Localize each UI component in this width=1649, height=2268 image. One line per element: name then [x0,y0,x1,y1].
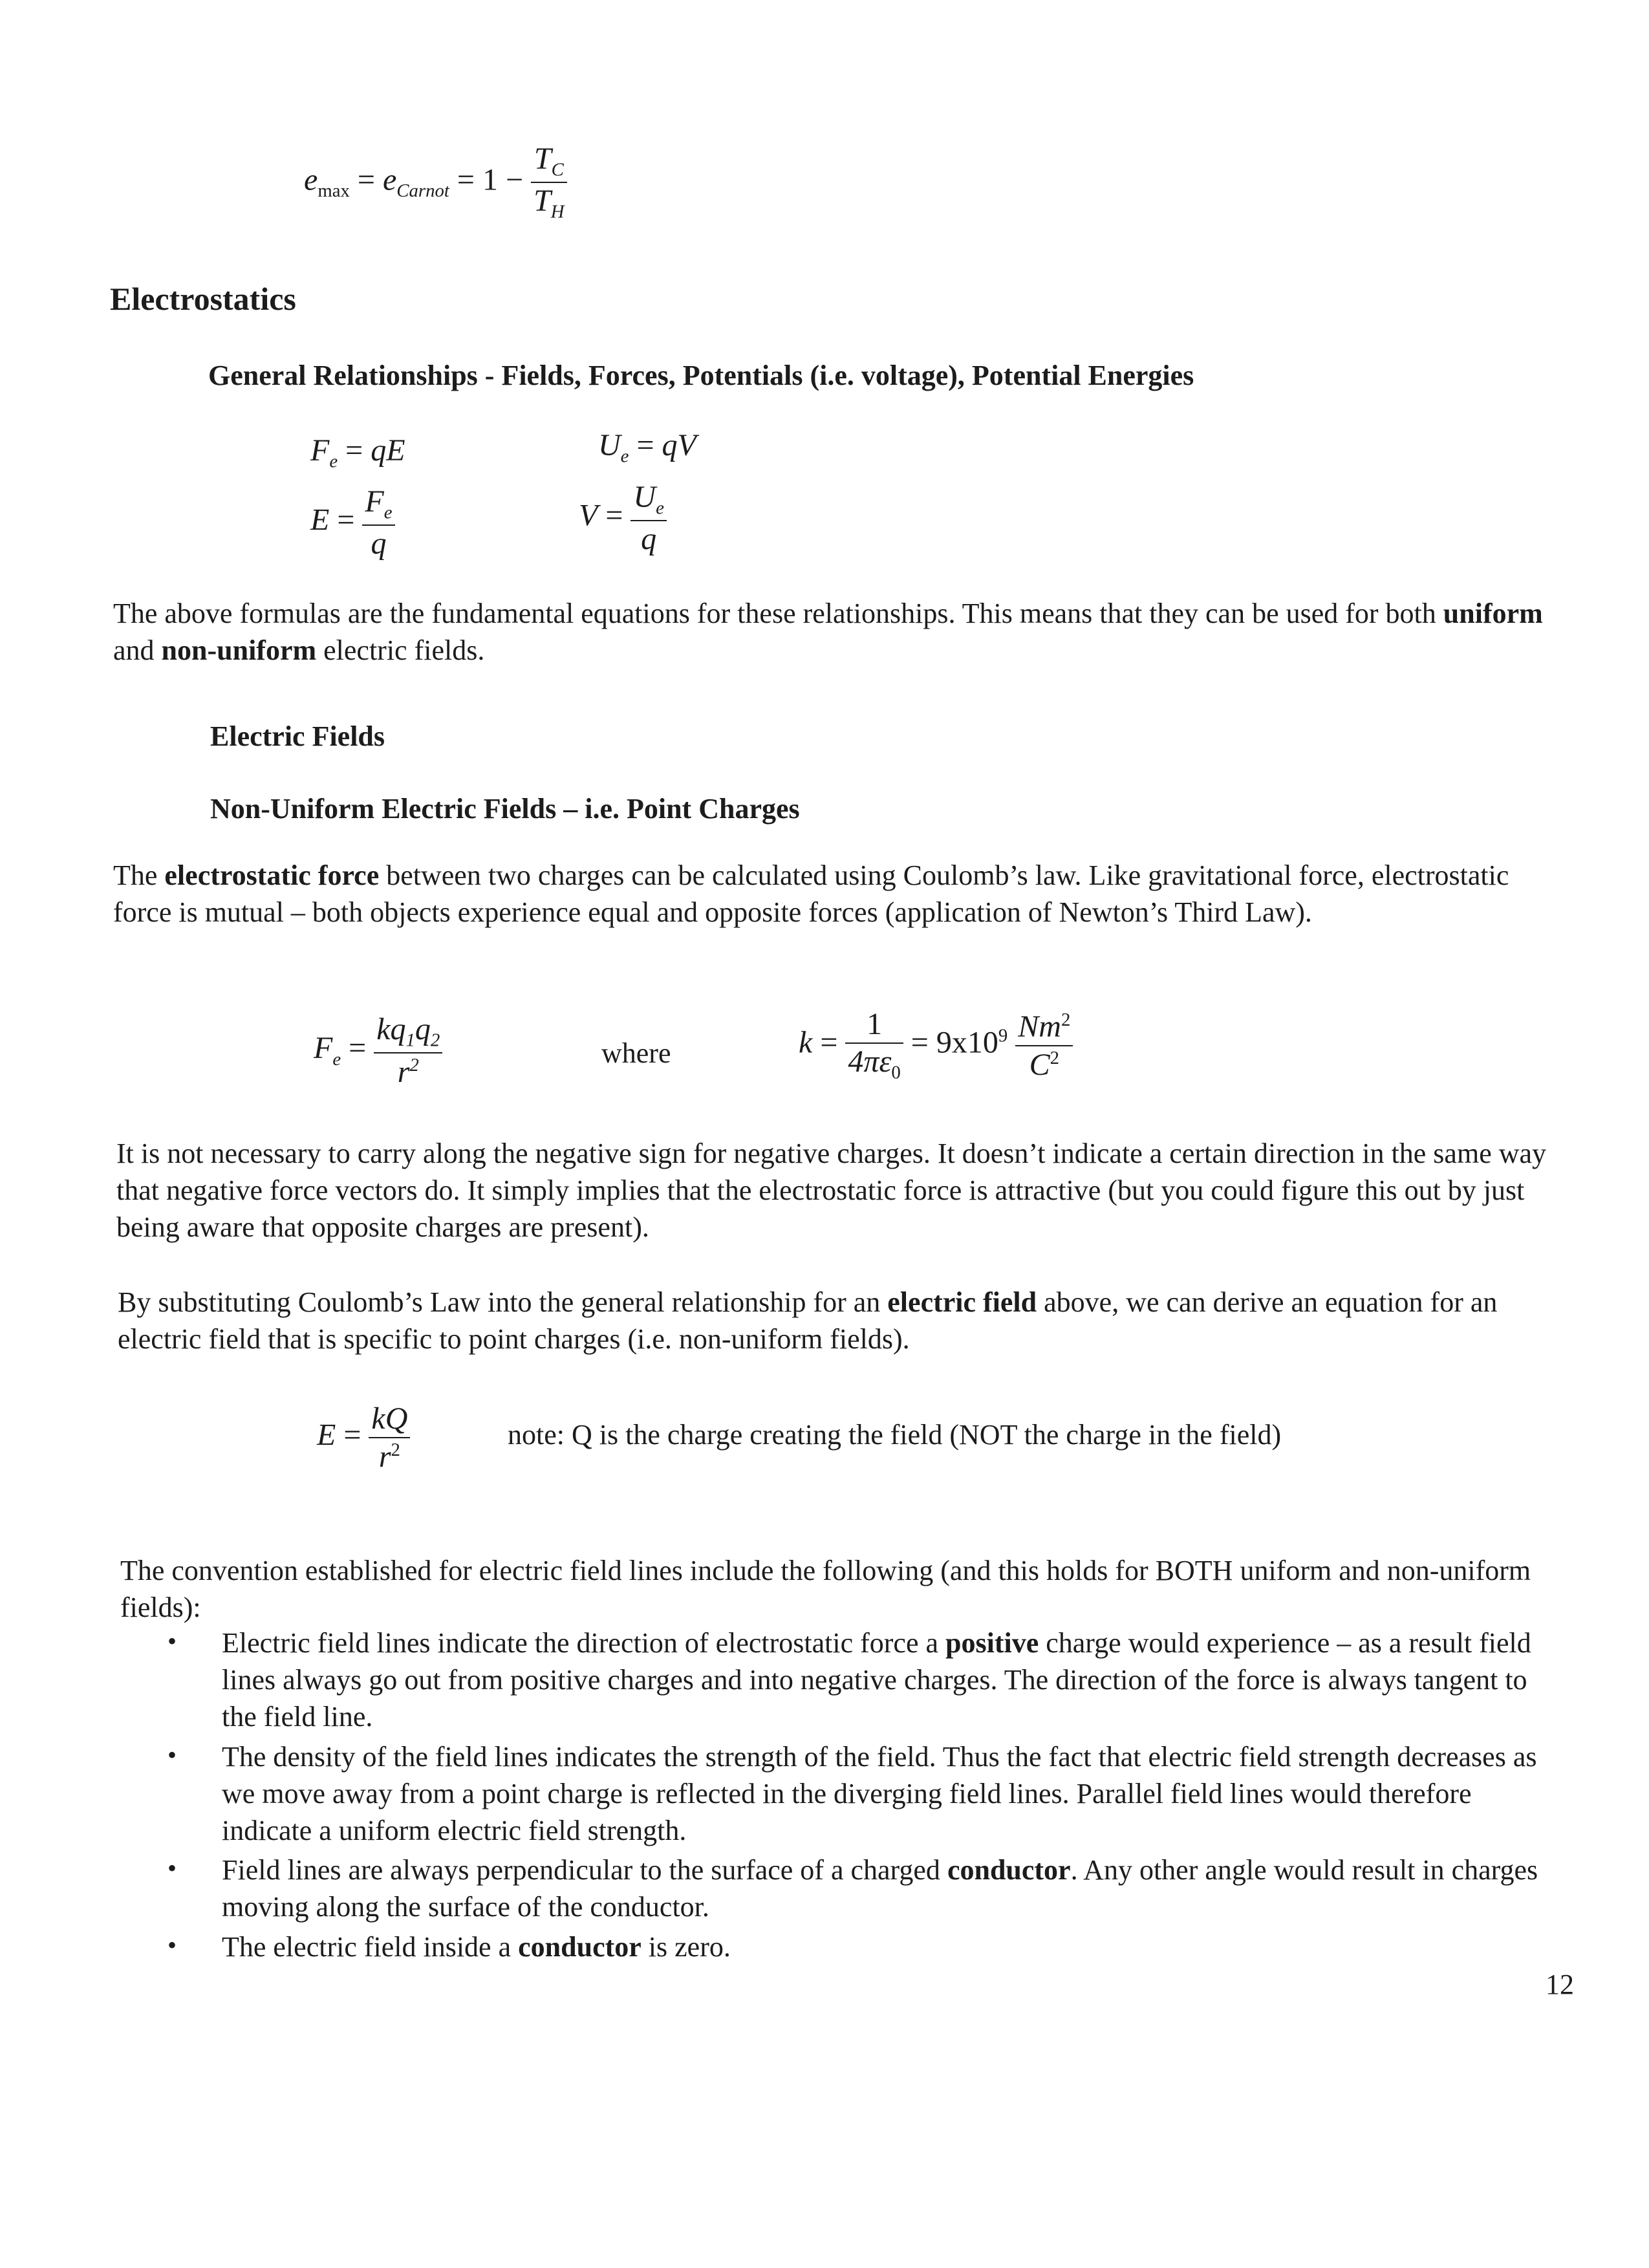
coulomb-num: kq [376,1012,406,1046]
point-field-lhs: E [317,1418,336,1453]
eq2-fraction [362,486,394,559]
coulomb-den: r [397,1055,410,1090]
heading-nonuniform: Non-Uniform Electric Fields – i.e. Point Charges [210,793,800,825]
coulomb-where: where [601,1037,671,1069]
eq3-rhs: qV [662,428,696,462]
point-field-note: note: Q is the charge creating the field (NOT the charge in the field) [508,1419,1282,1451]
para1-text-a: The above formulas are the fundamental equations for these relationships. This means that they can be used for both [113,598,1443,629]
carnot-num-sub: C [551,159,564,180]
para1-bold-nonuniform: non-uniform [161,634,317,667]
bullet4-text-a: The electric field inside a [222,1930,519,1963]
carnot-one: 1 [482,162,498,197]
k-unit-den-sup: 2 [1050,1047,1059,1068]
para2-text-b: between two charges can be calculated using Coulomb’s law. Like gravitational force, electrostatic force is mutual – both objects experience equal and opposite forces (application of Newton’s Third Law). [113,859,1509,929]
coulomb-lhs: F [314,1031,333,1066]
heading-electric-fields: Electric Fields [210,720,385,752]
carnot-lhs-sub: max [318,180,350,201]
bullet-perpendicular [165,1852,1554,1925]
paragraph-fundamental [113,595,1562,669]
eq2-lhs: E [310,502,330,537]
para2-text-a: The [113,859,165,891]
k-value: 9x10 [936,1025,998,1060]
para1-text-b: and [113,634,162,667]
bullet1-bold: positive [945,1627,1039,1659]
bullet3-bold: conductor [947,1854,1071,1886]
k-num: 1 [845,1009,903,1044]
para4-text-b: above, we can derive an equation for an electric field that is specific to point charges (i.e. non-uniform fields). [118,1286,1498,1355]
coulomb-equation: $F_e$ = $\frac{kq_1q_2}{r^2}$ [314,1014,442,1088]
bullet-inside-conductor [165,1928,1554,1965]
k-unit-num: Nm [1018,1009,1061,1044]
paragraph-coulomb [113,857,1562,931]
para4-bold-field: electric field [887,1286,1037,1318]
bullet-density: • The density of the field lines indicates the strength of the field. Thus the fact that electric field strength decreases as we move away from a point charge is reflected in the diverging field lines. Parallel field lines would therefore indicate a uniform electric field strength. [165,1738,1554,1850]
k-unit-den: C [1029,1047,1050,1082]
coulomb-lhs-sub: e [332,1048,341,1070]
para1-text-c: electric fields. [316,634,485,667]
eq4-den: q [641,522,657,557]
para2-bold-force: electrostatic force [164,859,380,891]
point-field-equation: E = $\frac{kQ}{r^2}$ [317,1403,410,1473]
eq4-fraction [630,482,666,555]
coulomb-constant: k = $\frac{1}{4\pi\varepsilon_0}$ = $9x10^9$ $\frac{Nm^2}{C^2}$ [799,1009,1073,1082]
coulomb-fraction [374,1014,442,1088]
eq4-num-sub: e [656,497,664,519]
eq1-rhs: qE [371,433,405,468]
carnot-equation: $e_{max} = e_{Carnot} = 1$ − $\frac{T_C}{T_H}$ [304,144,567,222]
point-field-den-sup: 2 [391,1440,400,1460]
carnot-lhs: e [304,162,318,197]
coulomb-num-s2: 2 [430,1030,440,1051]
eq3-sub: e [620,446,629,467]
eq2-num: F [365,484,384,519]
carnot-mid-sub: Carnot [396,180,449,201]
point-field-den: r [378,1440,391,1474]
bullet1-text-b: charge would experience – as a result field lines always go out from positive charges and into negative charges. The direction of the force is always tangent to the field line. [222,1627,1531,1733]
eq-field-def: E = $\frac{F_e}{q}$ [310,486,395,559]
k-lhs: k [799,1025,813,1060]
bullet4-text-b: is zero. [641,1930,731,1963]
point-field-num: kQ [369,1403,410,1438]
k-unit-num-sup: 2 [1061,1009,1071,1030]
carnot-den-sub: H [550,201,565,222]
bullet-direction [165,1625,1554,1736]
eq1-lhs: F [310,433,330,468]
bullet1-text-a: Electric field lines indicate the direction of electrostatic force a [222,1627,946,1659]
eq-potential-energy: $U_e$ = qV [598,428,696,467]
coulomb-num-q2: q [415,1012,431,1046]
eq4-lhs: V [579,498,598,533]
eq-potential-def: V = $\frac{U_e}{q}$ [579,482,667,555]
k-fraction [845,1009,903,1082]
point-field-fraction [369,1403,410,1473]
para1-bold-uniform: uniform [1443,598,1543,629]
para4-text-a: By substituting Coulomb’s Law into the general relationship for an [118,1286,888,1318]
section-title: Electrostatics [110,281,296,317]
field-line-rules [165,1625,1554,1968]
paragraph-convention: The convention established for electric field lines include the following (and this holds for BOTH uniform and non-uniform fields): [120,1555,1531,1624]
eq1-sub: e [329,451,338,472]
carnot-mid: e [382,162,397,197]
bullet3-text-b: . Any other angle would result in charges moving along the surface of the conductor. [222,1854,1538,1923]
k-den-sub: 0 [891,1062,901,1083]
coulomb-num-s1: 1 [405,1030,415,1051]
paragraph-substitution [118,1284,1566,1357]
paragraph-negative-sign: It is not necessary to carry along the negative sign for negative charges. It doesn’t indicate a certain direction in the same way that negative force vectors do. It simply implies that the electrostatic force is attractive (but you could figure this out by just being aware that opposite charges are present). [116,1138,1547,1244]
page-number: 12 [1546,1969,1574,2000]
carnot-fraction [531,144,567,222]
general-heading: General Relationships - Fields, Forces, Potentials (i.e. voltage), Potential Energies [208,360,1194,391]
eq3-lhs: U [598,428,621,462]
carnot-den: T [534,184,551,219]
eq-force-field: $F_e$ = qE [310,433,405,472]
coulomb-den-sup: 2 [409,1055,419,1076]
k-exponent: 9 [998,1025,1008,1046]
bullet3-text-a: Field lines are always perpendicular to the surface of a charged [222,1854,947,1886]
eq2-num-sub: e [383,502,393,523]
carnot-num: T [534,142,552,176]
k-unit-fraction [1015,1011,1073,1081]
bullet4-bold: conductor [518,1930,641,1963]
k-den: 4πε [848,1044,892,1079]
eq2-den: q [371,526,387,561]
eq4-num: U [633,480,656,514]
